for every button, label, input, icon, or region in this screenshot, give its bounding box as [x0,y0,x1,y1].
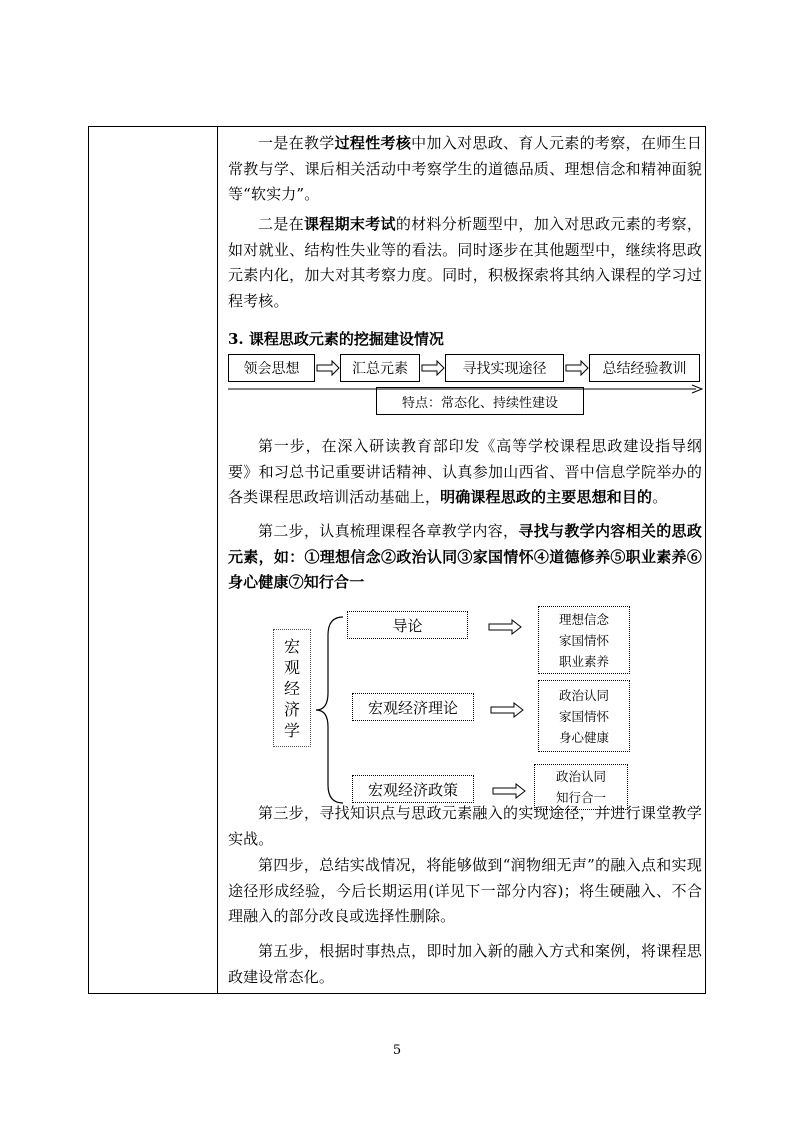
paragraph-step-2 [228,519,702,596]
root-char: 宏 [283,636,300,656]
text: 一是在教学 [258,134,335,152]
content-table [88,126,706,994]
element-label: 政治认同 [555,769,606,784]
text: 。 [652,488,668,506]
tree-arrow-icon [488,619,522,635]
root-char: 学 [283,720,300,740]
element-label: 知行合一 [555,790,606,805]
section-heading: 3. 课程思政元素的挖掘建设情况 [228,330,444,348]
flow-arrow-icon [316,360,340,376]
text: 第一步，在深入研读教育部印发《高等学校课程思政建设指导纲要》和习总书记重要讲话精神、认真参加山西省、晋中信息学院举办的各类课程思政培训活动基础上， [228,437,702,506]
text: 中加入对思政、育人元素的考察，在师生日常教与学、课后相关活动中考察学生的道德品质、理想信念和精神面貌等“软实力”。 [228,134,702,203]
paragraph-step-4: 第四步，总结实战情况，将能够做到“润物细无声”的融入点和实现途径形成经验，今后长期运用(详见下一部分内容)；将生硬融入、不合理融入的部分改良或选择性删除。 [228,856,702,925]
paragraph-step-3: 第三步，寻找知识点与思政元素融入的实现途径，并进行课堂教学实战。 [228,804,702,848]
tree-branch-2: 宏观经济理论 [352,693,474,721]
content-cell [218,127,705,993]
tree-branch-1: 导论 [347,611,468,639]
text: 第二步，认真梳理课程各章教学内容， [258,522,519,540]
bold-text: 明确课程思政的主要思想和目的 [440,488,653,506]
tree-elements-1 [538,606,630,674]
tree-arrow-icon [492,783,526,799]
paragraph-process-assessment [228,131,702,208]
flow-step-3: 寻找实现途径 [445,354,564,382]
element-label: 身心健康 [558,729,609,745]
page-number: 5 [392,1043,402,1058]
paragraph-step-5: 第五步，根据时事热点，即时加入新的融入方式和案例，将课程思政建设常态化。 [228,942,702,986]
flow-step-4: 总结经验教训 [589,354,700,382]
paragraph-final-exam [228,212,702,314]
root-char: 观 [283,657,300,677]
text: 二是在 [258,215,304,233]
tree-elements-2 [538,680,630,752]
flow-arrow-icon [565,360,589,376]
tree-root [273,629,311,747]
flow-step-1: 领会思想 [228,354,315,382]
element-label: 家国情怀 [558,708,609,724]
element-label: 理想信念 [558,611,609,627]
root-char: 经 [283,678,300,698]
element-label: 政治认同 [558,687,609,703]
flow-arrow-icon [421,360,445,376]
text: 的材料分析题型中，加入对思政元素的考察，如对就业、结构性失业等的看法。同时逐步在其他题型中，继续将思政元素内化，加大对其考察力度。同时，积极探索将其纳入课程的学习过程考核。 [228,215,702,310]
flow-feature-note: 特点：常态化、持续性建设 [376,387,584,415]
root-char: 济 [283,699,300,719]
element-label: 家国情怀 [558,632,609,648]
tree-arrow-icon [490,702,524,718]
curly-brace-icon [313,615,345,805]
bold-text: 寻找与教学内容相关的思政元素，如：①理想信念②政治认同③家国情怀④道德修养⑤职业素养⑥身心健康⑦知行合一 [228,522,702,591]
element-label: 职业素养 [558,653,609,669]
bold-text: 课程期末考试 [303,215,396,233]
bold-text: 过程性考核 [334,134,412,152]
flow-step-2: 汇总元素 [340,354,420,382]
tree-branch-3: 宏观经济政策 [352,775,474,803]
paragraph-step-1 [228,434,702,511]
